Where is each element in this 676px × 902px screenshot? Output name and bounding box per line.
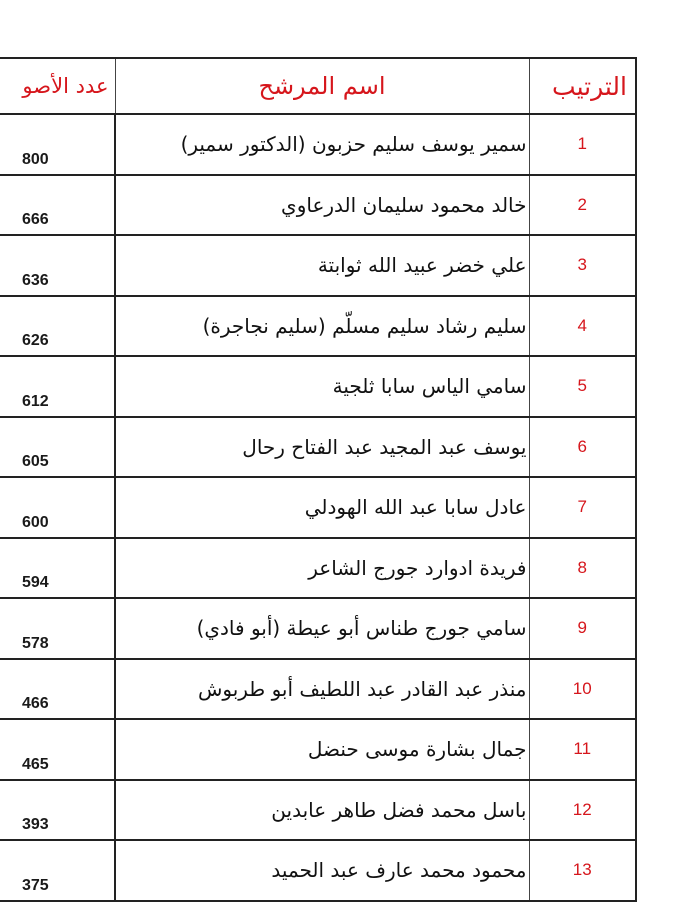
vote-count: 466 [0,659,115,720]
table-row [0,417,636,478]
table-row [0,598,636,659]
candidate-name: سامي الياس سابا ثلجية [115,356,529,417]
vote-count: 666 [0,175,115,236]
vote-count: 600 [0,477,115,538]
candidate-name: منذر عبد القادر عبد اللطيف أبو طربوش [115,659,529,720]
rank-number: 13 [529,840,636,901]
candidate-name: جمال بشارة موسى حنضل [115,719,529,780]
vote-count: 800 [0,114,115,175]
candidate-name: خالد محمود سليمان الدرعاوي [115,175,529,236]
rank-number: 7 [529,477,636,538]
vote-count: 636 [0,235,115,296]
candidate-name: علي خضر عبيد الله ثوابتة [115,235,529,296]
vote-count: 375 [0,840,115,901]
rank-number: 9 [529,598,636,659]
vote-count: 594 [0,538,115,599]
table-row [0,114,636,175]
table-row [0,719,636,780]
header-row [0,58,636,114]
table-body [0,114,636,901]
candidate-name: سمير يوسف سليم حزبون (الدكتور سمير) [115,114,529,175]
rank-number: 1 [529,114,636,175]
candidate-name: فريدة ادوارد جورج الشاعر [115,538,529,599]
header-votes: عدد الأصو [0,58,115,114]
candidate-name: باسل محمد فضل طاهر عابدين [115,780,529,841]
candidate-name: عادل سابا عبد الله الهودلي [115,477,529,538]
table-row [0,175,636,236]
results-table [0,57,637,902]
rank-number: 2 [529,175,636,236]
header-rank: الترتيب [529,58,636,114]
table-row [0,538,636,599]
table-row [0,840,636,901]
rank-number: 5 [529,356,636,417]
vote-count: 626 [0,296,115,357]
rank-number: 8 [529,538,636,599]
rank-number: 12 [529,780,636,841]
rank-number: 4 [529,296,636,357]
candidate-name: سليم رشاد سليم مسلّم (سليم نجاجرة) [115,296,529,357]
table-row [0,659,636,720]
vote-count: 605 [0,417,115,478]
candidate-name: سامي جورج طناس أبو عيطة (أبو فادي) [115,598,529,659]
header-candidate-name: اسم المرشح [115,58,529,114]
rank-number: 3 [529,235,636,296]
table-row [0,780,636,841]
vote-count: 578 [0,598,115,659]
vote-count: 465 [0,719,115,780]
rank-number: 11 [529,719,636,780]
rank-number: 6 [529,417,636,478]
candidate-name: يوسف عبد المجيد عبد الفتاح رحال [115,417,529,478]
rank-number: 10 [529,659,636,720]
table-row [0,477,636,538]
table-row [0,235,636,296]
vote-count: 393 [0,780,115,841]
table-row [0,296,636,357]
vote-count: 612 [0,356,115,417]
candidate-name: محمود محمد عارف عبد الحميد [115,840,529,901]
table-row [0,356,636,417]
